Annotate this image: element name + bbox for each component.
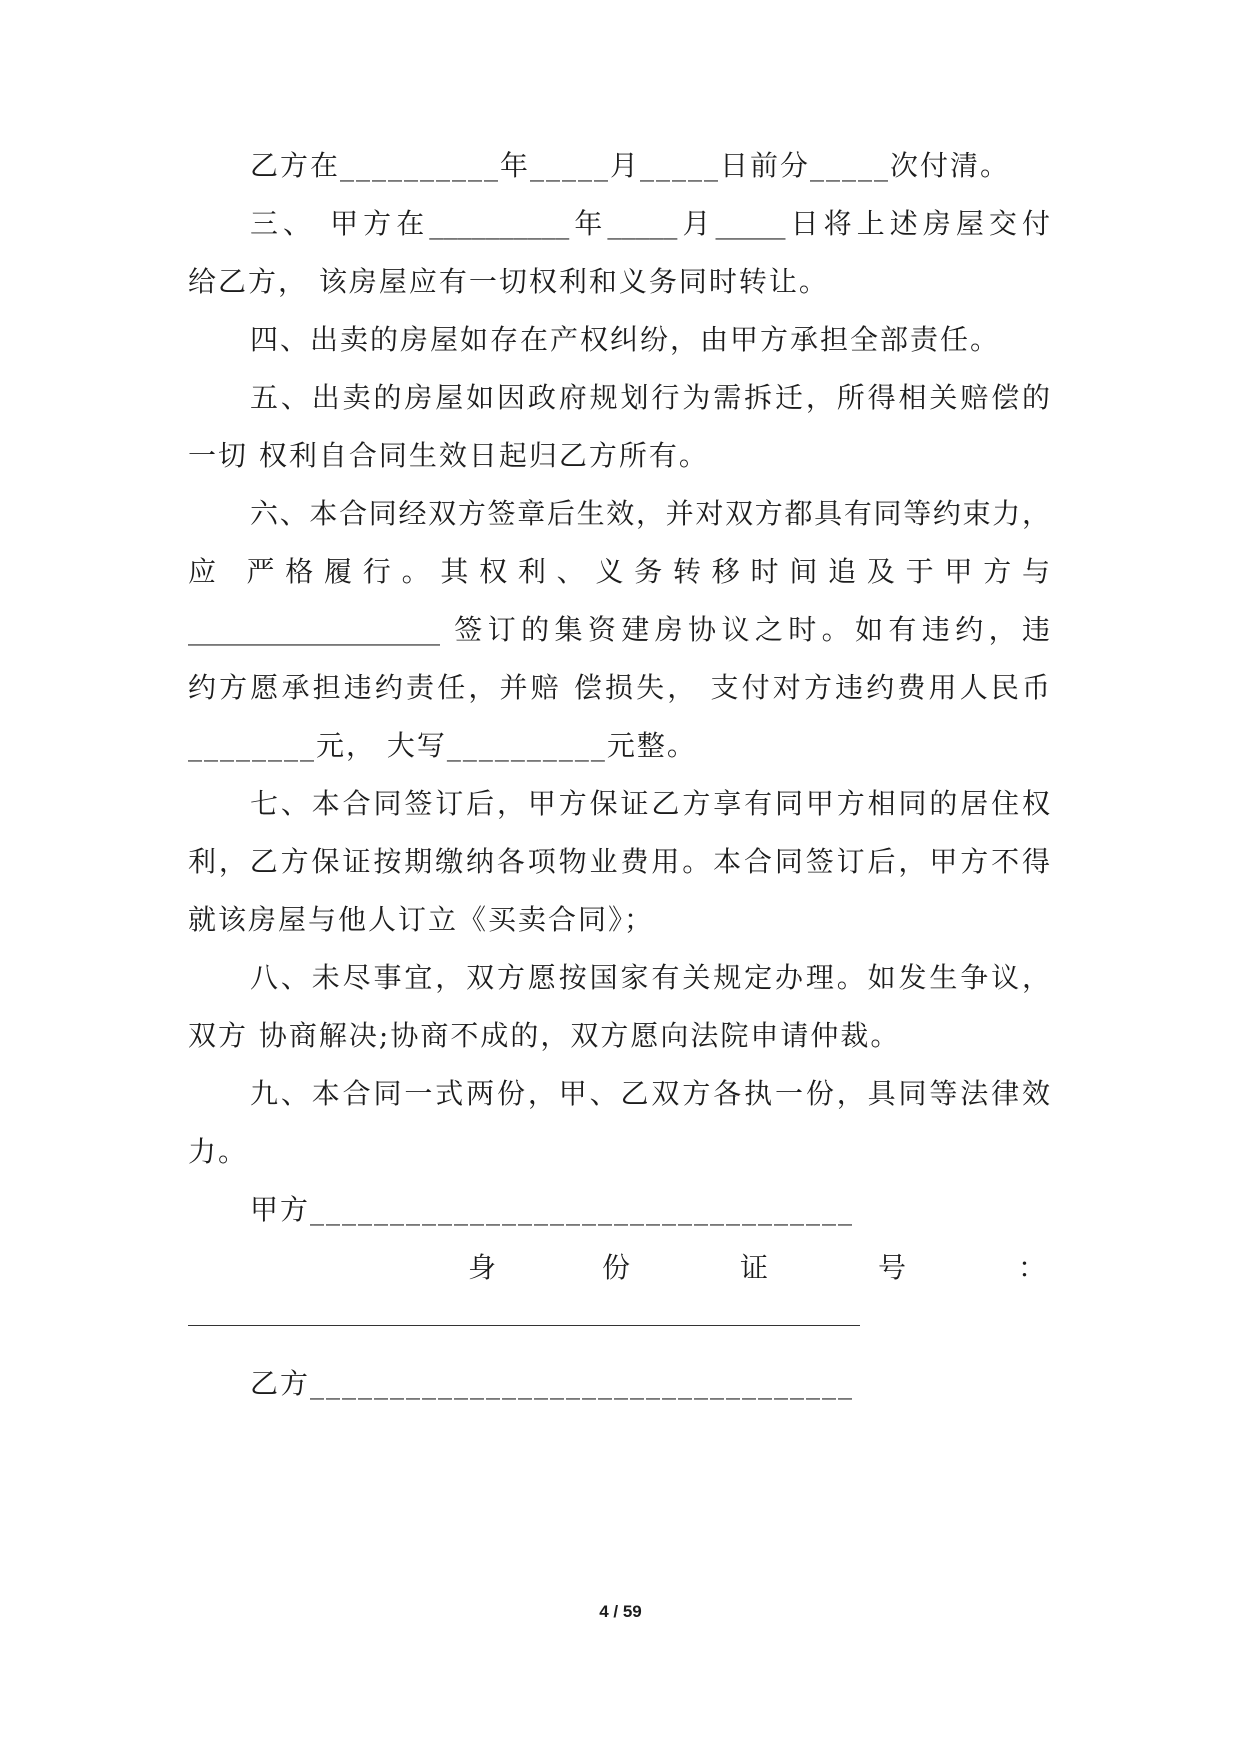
id-label-char: 证 bbox=[740, 1251, 771, 1284]
party-b-signature-line: 乙方__________________________________ bbox=[250, 1367, 855, 1400]
text-line: ________元， 大写__________元整。 bbox=[188, 729, 697, 762]
text-line: 利，乙方保证按期缴纳各项物业费用。本合同签订后，甲方不得 bbox=[188, 845, 1050, 878]
id-label-char: ： bbox=[1018, 1251, 1049, 1284]
text-line: 一切 权利自合同生效日起归乙方所有。 bbox=[188, 439, 709, 472]
text-line: 给乙方， 该房屋应有一切权利和义务同时转让。 bbox=[188, 265, 829, 298]
id-label-char: 份 bbox=[602, 1251, 633, 1284]
text-line: 应 严格履行。其权利、义务转移时间追及于甲方与 bbox=[188, 555, 1050, 588]
text-line: 九、本合同一式两份，甲、乙双方各执一份，具同等法律效 bbox=[250, 1077, 1050, 1110]
id-number-blank bbox=[188, 1325, 860, 1326]
id-label-char: 身 bbox=[468, 1251, 499, 1284]
text-line: 双方 协商解决;协商不成的，双方愿向法院申请仲裁。 bbox=[188, 1019, 901, 1052]
id-label-char: 号 bbox=[878, 1251, 909, 1284]
text-line: 八、未尽事宜，双方愿按国家有关规定办理。如发生争议， bbox=[250, 961, 1050, 994]
text-line: 七、本合同签订后，甲方保证乙方享有同甲方相同的居住权 bbox=[250, 787, 1050, 820]
text-line: 三、 甲方在__________年_____月_____日将上述房屋交付 bbox=[250, 207, 1050, 240]
text-line: 五、出卖的房屋如因政府规划行为需拆迁，所得相关赔偿的 bbox=[250, 381, 1050, 414]
text-line: 力。 bbox=[188, 1135, 249, 1168]
text-line: 六、本合同经双方签章后生效，并对双方都具有同等约束力， bbox=[250, 497, 1050, 530]
text-line: __________________ 签订的集资建房协议之时。如有违约，违 bbox=[188, 613, 1050, 646]
text-line: 四、出卖的房屋如存在产权纠纷，由甲方承担全部责任。 bbox=[250, 323, 1001, 356]
text-line: 就该房屋与他人订立《买卖合同》； bbox=[188, 903, 655, 936]
text-line: 约方愿承担违约责任，并赔 偿损失， 支付对方违约费用人民币 bbox=[188, 671, 1050, 704]
page-number: 4 / 59 bbox=[599, 1602, 642, 1621]
party-a-signature-line: 甲方__________________________________ bbox=[250, 1193, 855, 1226]
text-line: 乙方在__________年_____月_____日前分_____次付清。 bbox=[250, 149, 1011, 182]
